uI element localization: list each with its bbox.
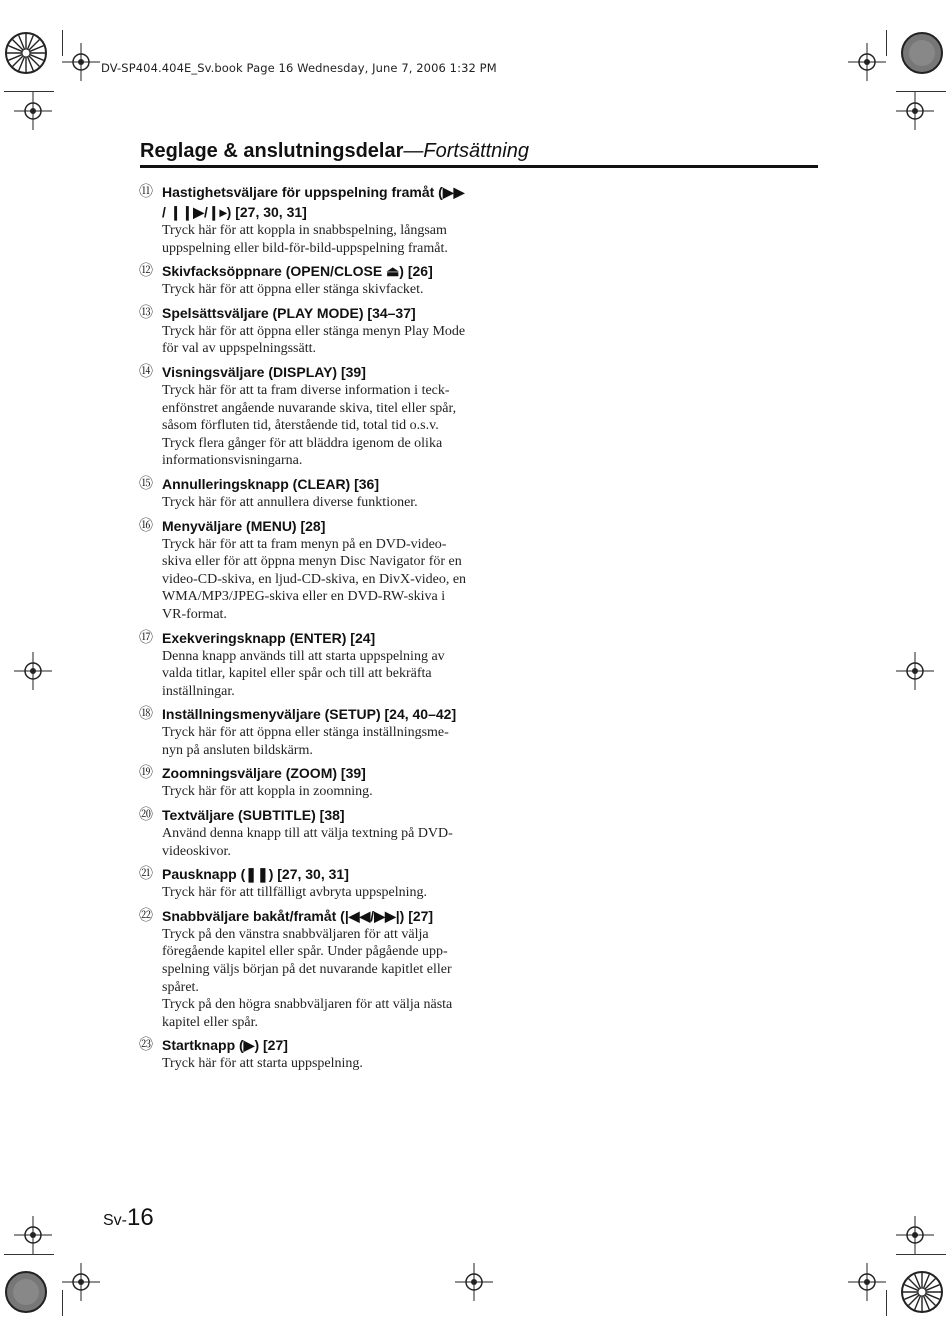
crop-line <box>62 30 63 56</box>
item-number: ⑱ <box>139 706 153 723</box>
crop-line <box>896 91 946 92</box>
list-item <box>139 704 469 759</box>
item-number: ⑳ <box>139 807 153 824</box>
item-number: ⑯ <box>139 517 153 534</box>
item-number: ㉒ <box>139 907 153 924</box>
list-item <box>139 362 469 470</box>
crosshair-mark-top-left <box>14 92 52 130</box>
crop-line <box>4 91 54 92</box>
crop-line <box>886 30 887 56</box>
item-title: Pausknapp (❚❚) [27, 30, 31] <box>162 866 349 883</box>
item-title: Exekveringsknapp (ENTER) [24] <box>162 629 376 646</box>
item-number: ⑪ <box>139 184 153 200</box>
heading-rule <box>140 165 818 168</box>
item-number: ⑰ <box>139 629 153 646</box>
item-number: ㉓ <box>139 1037 153 1054</box>
item-title: Spelsättsväljare (PLAY MODE) [34–37] <box>162 304 416 321</box>
crosshair-mark-middle-left <box>14 652 52 690</box>
item-number: ⑲ <box>139 765 153 782</box>
item-number: ㉑ <box>139 866 153 883</box>
item-description: Tryck här för att annullera diverse funktioner. <box>162 494 418 510</box>
registration-mark-bottom-left <box>4 1270 48 1314</box>
file-slug: DV-SP404.404E_Sv.book Page 16 Wednesday, June 7, 2006 1:32 PM <box>101 61 497 75</box>
list-item <box>139 864 469 902</box>
crosshair-mark-middle-right <box>896 652 934 690</box>
heading-title: Reglage & anslutningsdelar <box>140 140 404 162</box>
item-title: Textväljare (SUBTITLE) [38] <box>162 807 345 824</box>
crosshair-mark-bottom-right-inner <box>848 1263 886 1301</box>
crosshair-mark-top-right <box>896 92 934 130</box>
crosshair-mark-top-right-inner <box>848 43 886 81</box>
list-item <box>139 261 469 299</box>
item-description: Tryck här för att ta fram menyn på en DVD-video-skiva eller för att öppna menyn Disc Navigator för en video-CD-skiva, en ljud-CD-skiva, en DivX-video, en WMA/MP3/JPEG-skiva eller en DVD-RW-skiva i VR-format. <box>162 536 467 622</box>
heading-subtitle: —Fortsättning <box>403 140 529 162</box>
item-title: Hastighetsväljare för uppspelning framåt (▶▶ / ❙❙▶/❙▸) [27, 30, 31] <box>162 184 465 220</box>
page-heading <box>140 140 529 163</box>
item-description: Tryck här för att tillfälligt avbryta uppspelning. <box>162 885 428 901</box>
list-item <box>139 1035 469 1073</box>
crosshair-mark-top-inner <box>62 43 100 81</box>
item-title: Skivfacksöppnare (OPEN/CLOSE ⏏) [26] <box>162 263 433 280</box>
item-description: Tryck här för att ta fram diverse information i teck-enfönstret angående nuvarande skiva, titel eller spår, såsom förfluten tid, återstående tid, total tid o.s.v. Tryck flera gånger för att bläddra igenom de olika informationsvisningarna. <box>162 382 457 469</box>
item-number: ⑭ <box>139 363 153 380</box>
crosshair-mark-bottom-center <box>455 1263 493 1301</box>
item-description: Tryck på den högra snabbväljaren för att välja nästa kapitel eller spår. <box>162 997 453 1030</box>
item-title: Menyväljare (MENU) [28] <box>162 517 326 534</box>
item-description: Denna knapp används till att starta uppspelning av valda titlar, kapitel eller spår och till att bekräfta inställningar. <box>162 648 445 699</box>
item-description: Tryck här för att koppla in snabbspelning, långsam uppspelning eller bild-för-bild-uppspelning framåt. <box>162 223 448 256</box>
registration-mark-top-left <box>4 31 48 75</box>
control-item-list <box>139 182 469 1077</box>
crosshair-mark-bottom-inner <box>62 1263 100 1301</box>
item-title: Annulleringsknapp (CLEAR) [36] <box>162 475 380 492</box>
item-number: ⑮ <box>139 475 153 492</box>
item-description: Tryck här för att öppna eller stänga inställningsme-nyn på ansluten bildskärm. <box>162 725 449 758</box>
item-number: ⑫ <box>139 263 153 280</box>
list-item <box>139 763 469 801</box>
registration-mark-top-right <box>900 31 944 75</box>
list-item <box>139 516 469 624</box>
crop-line <box>4 1254 54 1255</box>
item-number: ⑬ <box>139 304 153 321</box>
crosshair-mark-bottom-left <box>14 1216 52 1254</box>
item-title: Zoomningsväljare (ZOOM) [39] <box>162 765 366 782</box>
list-item <box>139 182 469 257</box>
list-item <box>139 474 469 512</box>
item-description: Tryck på den vänstra snabbväljaren för att välja föregående kapitel eller spår. Under pågående upp-spelning väljs början på det nuvarande kapitlet eller spåret. <box>162 926 452 995</box>
crop-line <box>62 1290 63 1316</box>
item-description: Tryck här för att starta uppspelning. <box>162 1056 363 1072</box>
item-description: Använd denna knapp till att välja textning på DVD-videoskivor. <box>162 826 453 859</box>
item-description: Tryck här för att öppna eller stänga skivfacket. <box>162 282 424 298</box>
list-item <box>139 303 469 358</box>
crop-line <box>886 1290 887 1316</box>
item-title: Inställningsmenyväljare (SETUP) [24, 40–42] <box>162 706 457 723</box>
page-number-prefix: Sv- <box>103 1212 127 1229</box>
item-title: Startknapp (▶) [27] <box>162 1037 288 1054</box>
registration-mark-bottom-right <box>900 1270 944 1314</box>
item-title: Snabbväljare bakåt/framåt (|◀◀/▶▶|) [27] <box>162 907 434 924</box>
page-number-value: 16 <box>127 1204 154 1231</box>
list-item <box>139 628 469 701</box>
list-item <box>139 805 469 860</box>
crop-line <box>896 1254 946 1255</box>
item-description: Tryck här för att koppla in zoomning. <box>162 784 373 800</box>
item-title: Visningsväljare (DISPLAY) [39] <box>162 363 366 380</box>
page-number <box>103 1204 154 1232</box>
item-description: Tryck här för att öppna eller stänga menyn Play Mode för val av uppspelningssätt. <box>162 323 466 357</box>
list-item <box>139 906 469 1032</box>
crosshair-mark-bottom-right <box>896 1216 934 1254</box>
